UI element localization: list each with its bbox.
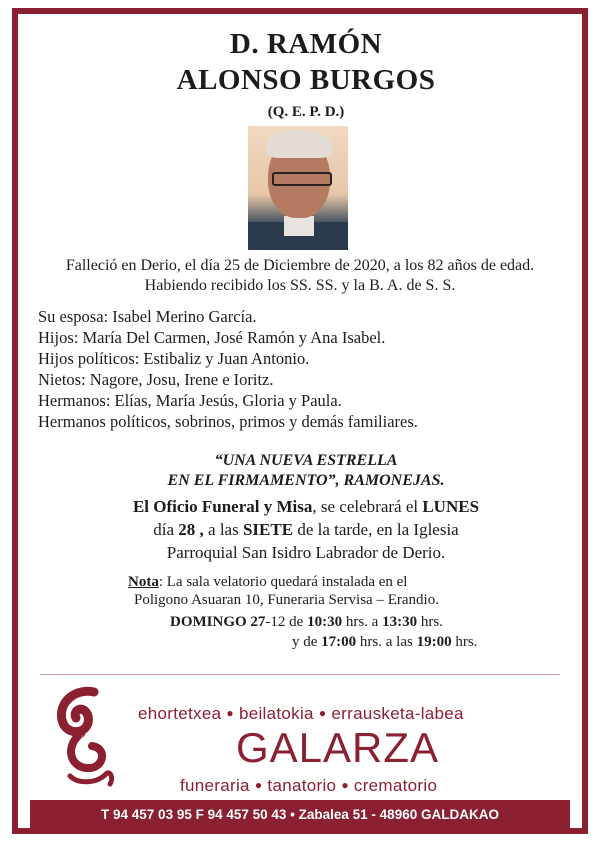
family-others: Hermanos políticos, sobrinos, primos y demás familiares. [38, 412, 418, 431]
funeral-line1: El Oficio Funeral y Misa, se celebrará el LUNES [132, 497, 480, 516]
nota-line1: Nota: La sala velatorio quedará instalada en el [128, 574, 408, 590]
funeral-line3: Parroquial San Isidro Labrador de Derio. [166, 543, 446, 562]
nota-line3: DOMINGO 27-12 de 10:30 hrs. a 13:30 hrs. [170, 614, 443, 630]
company-name: GALARZA [236, 724, 440, 771]
services-top: ehortetxea ● beilatokia ● errausketa-labea [138, 704, 464, 723]
nota-line4: y de 17:00 hrs. a las 19:00 hrs. [292, 634, 478, 650]
deceased-name-line2: ALONSO BURGOS [176, 64, 436, 96]
funeral-line2: día 28 , a las SIETE de la tarde, en la Iglesia [153, 520, 459, 539]
family-children: Hijos: María Del Carmen, José Ramón y Ana Isabel. [38, 328, 386, 347]
family-siblings: Hermanos: Elías, María Jesús, Gloria y Paula. [38, 391, 342, 410]
galarza-logo-icon [48, 686, 118, 792]
quote-line2: EN EL FIRMAMENTO”, RAMONEJAS. [167, 472, 445, 489]
nota-line2: Poligono Asuaran 10, Funeraria Servisa – Erandio. [134, 592, 439, 608]
death-announcement: Falleció en Derio, el día 25 de Diciembre de 2020, a los 82 años de edad. Habiendo recibido los SS. SS. y la B. A. de S. S. [65, 257, 535, 294]
quote-line1: “UNA NUEVA ESTRELLA [214, 452, 398, 469]
family-spouse: Su esposa: Isabel Merino García. [38, 307, 257, 326]
services-bottom: funeraria ● tanatorio ● crematorio [180, 776, 438, 795]
deceased-name-line1: D. RAMÓN [229, 28, 383, 60]
contact-footer: T 94 457 03 95 F 94 457 50 43 • Zabalea 51 - 48960 GALDAKAO [30, 800, 570, 830]
family-list [38, 306, 418, 432]
divider [40, 674, 560, 675]
family-grandchildren: Nietos: Nagore, Josu, Irene e Ioritz. [38, 370, 274, 389]
qepd: (Q. E. P. D.) [267, 104, 345, 120]
family-children-in-law: Hijos políticos: Estibaliz y Juan Antonio. [38, 349, 310, 368]
portrait-photo [248, 126, 348, 250]
